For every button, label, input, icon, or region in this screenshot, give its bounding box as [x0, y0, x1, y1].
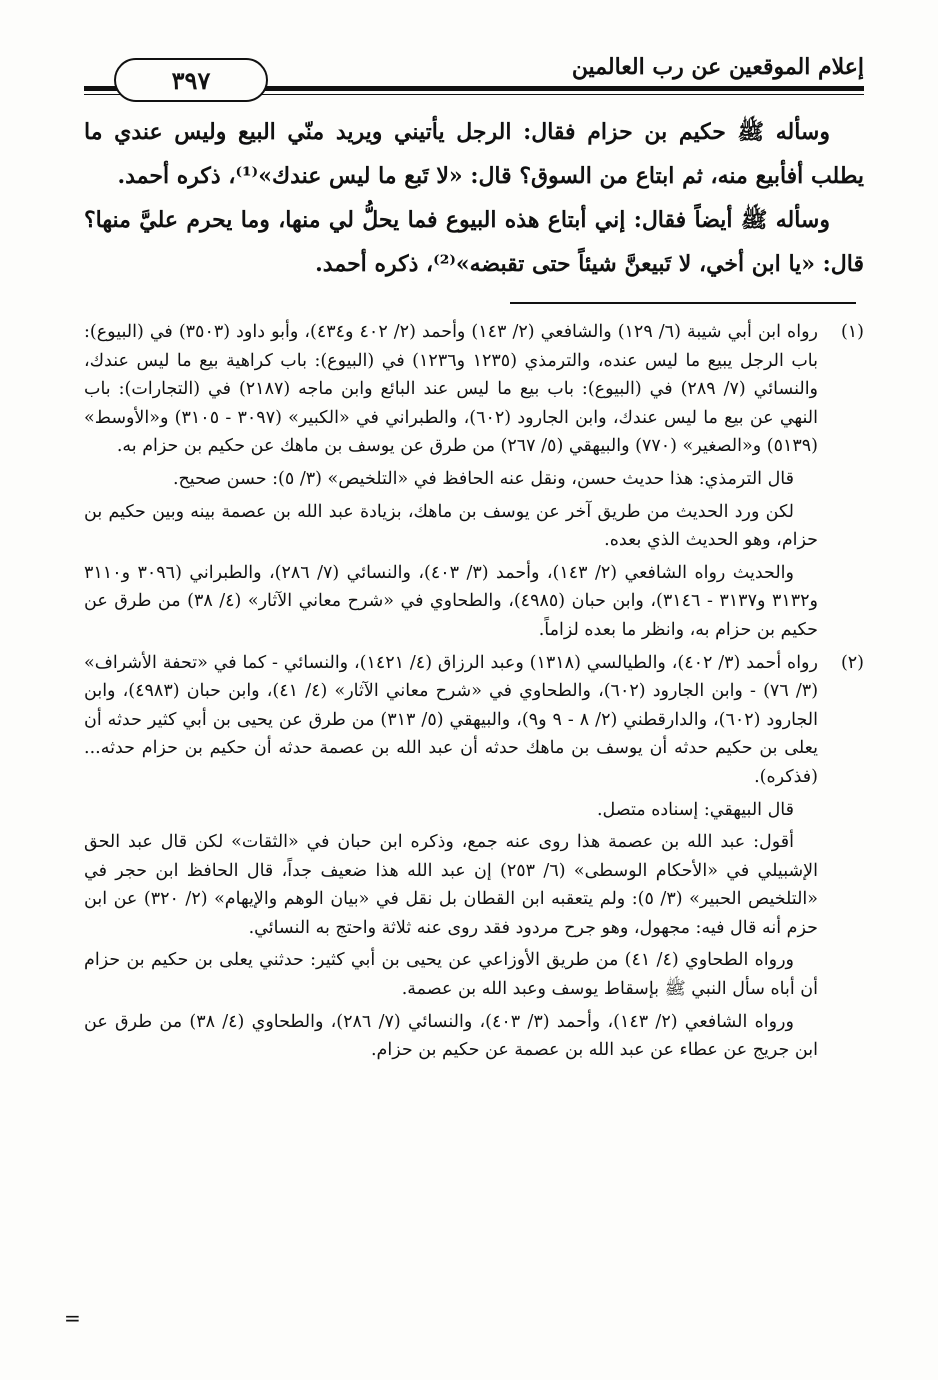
footnote-paragraph: قال الترمذي: هذا حديث حسن، ونقل عنه الحافظ في «التلخيص» (٣/ ٥): حسن صحيح.	[172, 468, 794, 489]
footnote-paragraph: رواه أحمد (٣/ ٤٠٢)، والطيالسي (١٣١٨) وعبد الرزاق (٤/ ١٤٢١)، والنسائي - كما في «تحفة الأشراف» (٣/ ٧٦) - وابن الجارود (٦٠٢)، والطحاوي في «شرح معاني الآثار» (٤/ ٤١)، وابن حبان (٤٩٨٣)، وابن الجارود (٦٠٢)، والدارقطني (٢/ ٨ - ٩ و٩)، والبيهقي (٥/ ٣١٣) من طرق عن يحيى بن أبي كثير حدثه أن يعلى بن حكيم حدثه أن يوسف بن ماهك حدثه أن عبد الله بن عصمة حدثه أن حكيم بن حزام حدثه... (فذكره).	[84, 652, 819, 787]
page-header	[84, 40, 864, 98]
footnote-paragraph: والحديث رواه الشافعي (٢/ ١٤٣)، وأحمد (٣/ ٤٠٣)، والنسائي (٧/ ٢٨٦)، والطبراني (٣٠٩٦ و٣١١٠ و٣١٣٢ و٣١٣٧ - ٣١٤٦)، وابن حبان (٤٩٨٥)، والطحاوي في «شرح معاني الآثار» (٤/ ٣٨) من طرق عن حكيم بن حزام به، وانظر ما بعده لزاماً.	[84, 562, 818, 640]
footnote-number: (١)	[840, 322, 864, 342]
running-title: إعلام الموقعين عن رب العالمين	[571, 54, 864, 80]
footnote	[84, 649, 864, 1065]
footnote-separator	[510, 302, 856, 304]
footnote-paragraph: ورواه الطحاوي (٤/ ٤١) من طريق الأوزاعي عن يحيى بن أبي كثير: حدثني يعلى بن حكيم بن حزام أن أباه سأل النبي ﷺ بإسقاط يوسف وعبد الله بن عصمة.	[84, 950, 818, 1000]
footnote-paragraph: لكن ورد الحديث من طريق آخر عن يوسف بن ماهك، بزيادة عبد الله بن عصمة بينه وبين حكيم بن حزام، وهو الحديث الذي بعده.	[84, 501, 818, 551]
footnote-paragraph: ورواه الشافعي (٢/ ١٤٣)، وأحمد (٣/ ٤٠٣)، والنسائي (٧/ ٢٨٦)، والطحاوي (٤/ ٣٨) من طرق عن ابن جريج عن عطاء عن عبد الله بن عصمة عن حكيم بن حزام.	[84, 1011, 818, 1061]
page-number: ٣٩٧	[114, 58, 268, 102]
footnote	[84, 318, 864, 645]
main-paragraph: وسأله ﷺ حكيم بن حزام فقال: الرجل يأتيني ويريد منّي البيع وليس عندي ما يطلب أفأبيع منه، ثم ابتاع من السوق؟ قال: «لا تَبع ما ليس عندك»⁽¹⁾، ذكره أحمد.	[84, 119, 864, 189]
footnotes	[84, 318, 864, 1065]
footnote-paragraph: أقول: عبد الله بن عصمة هذا روى عنه جمع، وذكره ابن حبان في «الثقات» لكن قال عبد الحق الإشبيلي في «الأحكام الوسطى» (٦/ ٢٥٣) إن عبد الله هذا ضعيف جداً، قال الحافظ ابن حجر في «التلخيص الحبير» (٣/ ٥): ولم يتعقبه ابن القطان بل نقل في «بيان الوهم والإيهام» (٢/ ٣٢٠) عن ابن حزم أنه قال فيه: مجهول، وهو جرح مردود فقد روى عنه ثلاثة واحتج به النسائي.	[84, 832, 818, 938]
footnote-paragraph: رواه ابن أبي شيبة (٦/ ١٢٩) والشافعي (٢/ ١٤٣) وأحمد (٢/ ٤٠٢ و٤٣٤)، وأبو داود (٣٥٠٣) في (البيوع): باب الرجل يبيع ما ليس عنده، والترمذي (١٢٣٥ و١٢٣٦) في (البيوع): باب كراهية بيع ما ليس عندك، والنسائي (٧/ ٢٨٩) في (البيوع): باب بيع ما ليس عند البائع وابن ماجه (٢١٨٧) في (التجارات): باب النهي عن بيع ما ليس عندك، وابن الجارود (٦٠٢)، والطبراني في «الكبير» (٣٠٩٧ - ٣١٠٥) و«الأوسط» (٥١٣٩) و«الصغير» (٧٧٠) والبيهقي (٥/ ٢٦٧) من طرق عن يوسف بن ماهك عن حكيم بن حزام به.	[84, 322, 819, 457]
main-paragraph: وسأله ﷺ أيضاً فقال: إني أبتاع هذه البيوع فما يحلُّ لي منها، وما يحرم عليَّ منها؟ قال: «يا ابن أخي، لا تَبيعنَّ شيئاً حتى تقبضه»⁽²⁾، ذكره أحمد.	[84, 207, 864, 277]
footnote-number: (٢)	[840, 652, 864, 673]
main-text	[84, 110, 864, 286]
footnote-paragraph: قال البيهقي: إسناده متصل.	[596, 799, 794, 820]
continuation-mark: =	[64, 1306, 81, 1330]
